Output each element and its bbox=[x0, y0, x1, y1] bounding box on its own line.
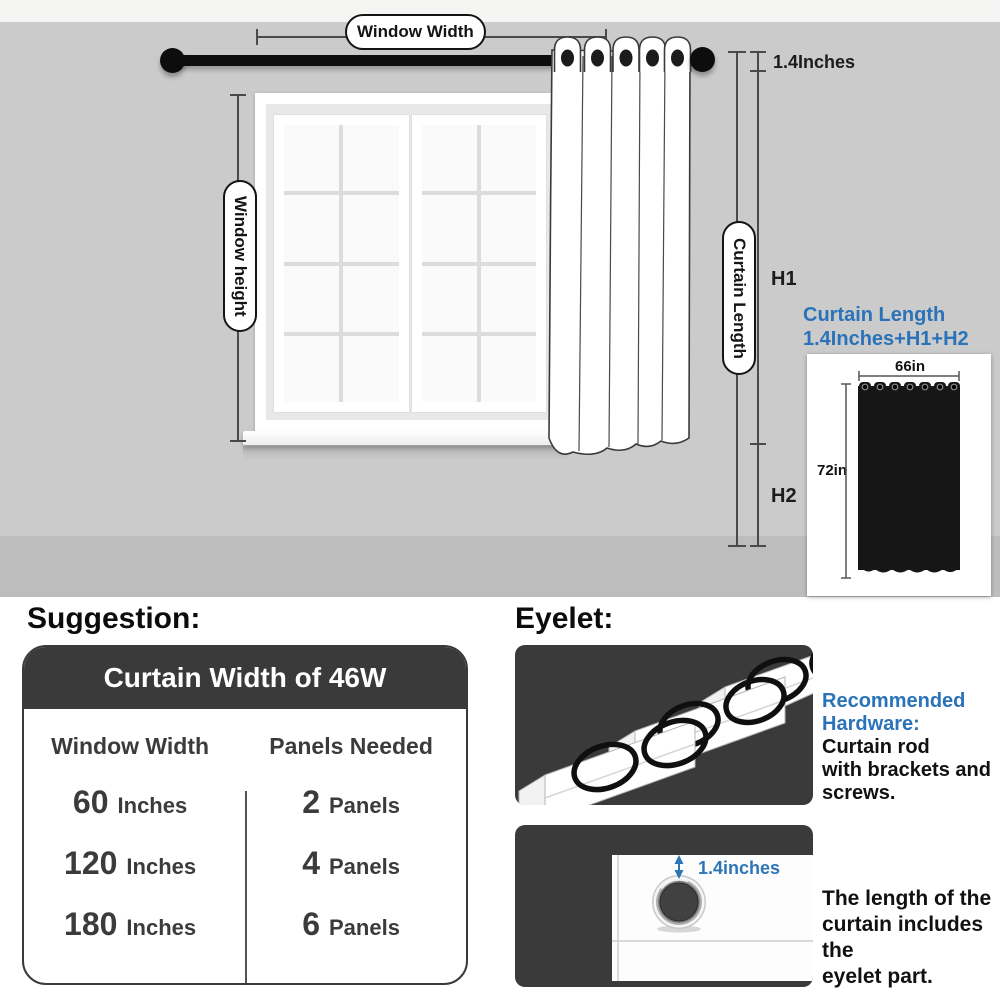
eyelet-folds-image bbox=[515, 645, 813, 805]
hardware-note-line1: Curtain rod bbox=[822, 736, 930, 758]
ceiling-strip bbox=[0, 0, 1000, 22]
measure-tick bbox=[728, 51, 746, 53]
window bbox=[255, 93, 565, 431]
suggestion-heading: Suggestion: bbox=[27, 602, 201, 635]
preview-curtain-drawing bbox=[807, 354, 991, 596]
rod-finial-left-icon bbox=[160, 48, 185, 73]
eyelet-offset-label: 1.4Inches bbox=[773, 52, 856, 72]
table-header-row bbox=[24, 733, 466, 760]
preview-height-label: 72in bbox=[817, 462, 848, 479]
window-sill bbox=[243, 431, 567, 445]
window-sash-right bbox=[412, 115, 547, 412]
column-header-panels-needed: Panels Needed bbox=[269, 733, 433, 759]
eyelet-heading: Eyelet: bbox=[515, 602, 614, 635]
formula-title: Curtain Length bbox=[803, 304, 946, 326]
column-header-window-width: Window Width bbox=[51, 733, 210, 759]
window-recess bbox=[266, 104, 554, 420]
window-sill-shadow bbox=[243, 446, 567, 460]
panels-unit: Panels bbox=[329, 915, 400, 940]
curtain-length-label: Curtain Length bbox=[722, 221, 756, 375]
panels-value: 4 bbox=[302, 845, 320, 881]
length-note-line2: curtain includes the bbox=[822, 913, 984, 962]
curtain-illustration bbox=[543, 36, 697, 464]
window-width-unit: Inches bbox=[126, 854, 197, 879]
h1-label: H1 bbox=[771, 268, 797, 290]
suggestion-table bbox=[22, 645, 468, 985]
hardware-note bbox=[822, 690, 991, 805]
preview-width-label: 66in bbox=[895, 358, 926, 375]
table-title: Curtain Width of 46W bbox=[24, 647, 466, 709]
table-body bbox=[24, 733, 466, 985]
measure-tick bbox=[750, 51, 766, 53]
window-sash-left bbox=[274, 115, 409, 412]
curtain-size-preview bbox=[807, 354, 991, 596]
segment-measure-line bbox=[757, 52, 759, 547]
window-width-value: 180 bbox=[64, 906, 118, 942]
window-width-value: 120 bbox=[64, 845, 118, 881]
panels-value: 6 bbox=[302, 906, 320, 942]
window-panes-right bbox=[422, 125, 537, 402]
measure-tick bbox=[230, 440, 246, 442]
length-note bbox=[822, 886, 1000, 990]
measure-tick bbox=[750, 70, 766, 72]
window-width-label: Window Width bbox=[345, 14, 486, 50]
curtain-grommet-loops bbox=[555, 37, 691, 72]
window-width-unit: Inches bbox=[126, 915, 197, 940]
hardware-note-line3: screws. bbox=[822, 782, 896, 804]
panels-unit: Panels bbox=[329, 854, 400, 879]
h2-label: H2 bbox=[771, 485, 797, 507]
length-note-line3: eyelet part. bbox=[822, 965, 933, 988]
measure-tick bbox=[750, 443, 766, 445]
eyelet-grommet-image bbox=[515, 825, 813, 987]
window-width-unit: Inches bbox=[117, 793, 188, 818]
hardware-note-title-line1: Recommended bbox=[822, 690, 966, 712]
panels-value: 2 bbox=[302, 784, 320, 820]
curtain-length-formula bbox=[803, 303, 969, 351]
table-column-divider bbox=[245, 791, 247, 985]
length-note-line1: The length of the bbox=[822, 887, 992, 910]
measure-tick bbox=[728, 545, 746, 547]
hardware-note-title-line2: Hardware: bbox=[822, 713, 920, 735]
formula-text: 1.4Inches+H1+H2 bbox=[803, 328, 969, 350]
eyelet-grommet-drawing bbox=[515, 825, 813, 987]
measure-tick bbox=[256, 29, 258, 45]
hardware-note-line2: with brackets and bbox=[822, 759, 991, 781]
window-panes-left bbox=[284, 125, 399, 402]
window-width-value: 60 bbox=[72, 784, 109, 820]
measure-tick bbox=[750, 545, 766, 547]
window-height-label: Window height bbox=[223, 180, 257, 332]
eyelet-folds-drawing bbox=[515, 645, 813, 805]
rod-finial-right-icon bbox=[690, 47, 715, 72]
measure-tick bbox=[230, 94, 246, 96]
eyelet-measure-label: 1.4inches bbox=[698, 858, 781, 878]
panels-unit: Panels bbox=[329, 793, 400, 818]
